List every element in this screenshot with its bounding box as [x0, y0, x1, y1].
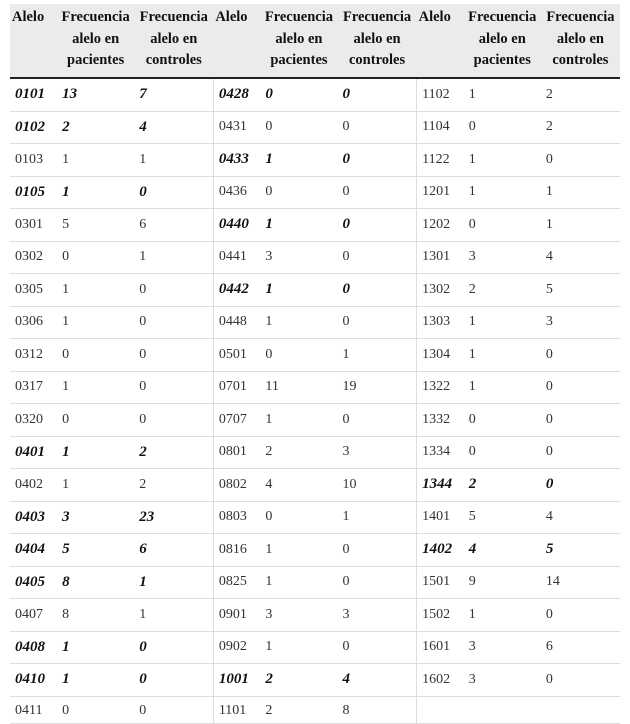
frecuencia-controles-cell: 0: [541, 339, 620, 372]
frecuencia-pacientes-cell: 1: [57, 274, 134, 307]
frecuencia-controles-cell: 0: [134, 696, 213, 723]
frecuencia-controles-cell: 19: [338, 371, 417, 404]
alelo-cell: 0403: [10, 501, 57, 534]
alelo-cell: 1302: [417, 274, 464, 307]
frecuencia-controles-cell: 1: [541, 176, 620, 209]
frecuencia-controles-cell: 6: [134, 534, 213, 567]
frecuencia-controles-cell: 0: [541, 436, 620, 469]
alelo-cell: 0402: [10, 469, 57, 502]
frecuencia-pacientes-cell: 1: [57, 631, 134, 664]
frecuencia-controles-cell: 3: [338, 436, 417, 469]
alelo-cell: 1501: [417, 566, 464, 599]
frecuencia-controles-cell: 10: [338, 469, 417, 502]
frecuencia-pacientes-cell: 0: [57, 404, 134, 437]
frecuencia-pacientes-cell: 11: [260, 371, 337, 404]
alelo-cell: 1322: [417, 371, 464, 404]
table-row: [10, 404, 620, 437]
frecuencia-controles-cell: 4: [134, 111, 213, 144]
alelo-cell: 0440: [213, 209, 260, 242]
alelo-cell: 0431: [213, 111, 260, 144]
allele-frequency-table: [10, 4, 620, 724]
frecuencia-pacientes-cell: 5: [57, 534, 134, 567]
table-row: [10, 469, 620, 502]
frecuencia-controles-cell: 0: [338, 404, 417, 437]
frecuencia-pacientes-cell: 13: [57, 78, 134, 111]
frecuencia-pacientes-cell: 3: [464, 664, 541, 697]
table-header: [10, 4, 620, 78]
alelo-cell: 0436: [213, 176, 260, 209]
frecuencia-pacientes-cell: 1: [260, 566, 337, 599]
frecuencia-pacientes-cell: 1: [57, 469, 134, 502]
frecuencia-pacientes-cell: 3: [260, 241, 337, 274]
alelo-cell: 1001: [213, 664, 260, 697]
frecuencia-controles-cell: 0: [134, 306, 213, 339]
alelo-cell: 0501: [213, 339, 260, 372]
frecuencia-controles-cell: 5: [541, 534, 620, 567]
frecuencia-controles-cell: 0: [541, 664, 620, 697]
frecuencia-pacientes-cell: 3: [464, 241, 541, 274]
frecuencia-controles-cell: 8: [338, 696, 417, 723]
header-frecuencia-controles: Frecuencia alelo en controles: [338, 4, 417, 78]
frecuencia-pacientes-cell: 2: [260, 664, 337, 697]
alelo-cell: 0428: [213, 78, 260, 111]
frecuencia-pacientes-cell: 1: [57, 664, 134, 697]
frecuencia-pacientes-cell: 1: [464, 339, 541, 372]
frecuencia-pacientes-cell: 1: [260, 306, 337, 339]
alelo-cell: 1122: [417, 144, 464, 177]
frecuencia-pacientes-cell: 0: [464, 404, 541, 437]
alelo-cell: 0305: [10, 274, 57, 307]
alelo-cell: 0803: [213, 501, 260, 534]
frecuencia-pacientes-cell: 1: [464, 371, 541, 404]
table-row: [10, 274, 620, 307]
alelo-cell: 1303: [417, 306, 464, 339]
frecuencia-pacientes-cell: 1: [260, 209, 337, 242]
table-row: [10, 599, 620, 632]
frecuencia-pacientes-cell: 5: [57, 209, 134, 242]
header-frecuencia-controles: Frecuencia alelo en controles: [541, 4, 620, 78]
table-body: [10, 78, 620, 723]
alelo-cell: 0825: [213, 566, 260, 599]
table-row: [10, 371, 620, 404]
frecuencia-controles-cell: 0: [541, 144, 620, 177]
frecuencia-controles-cell: 3: [541, 306, 620, 339]
frecuencia-pacientes-cell: 0: [464, 111, 541, 144]
frecuencia-pacientes-cell: 1: [464, 176, 541, 209]
alelo-cell: 1202: [417, 209, 464, 242]
frecuencia-pacientes-cell: 0: [464, 436, 541, 469]
frecuencia-controles-cell: 0: [541, 404, 620, 437]
frecuencia-pacientes-cell: 4: [260, 469, 337, 502]
frecuencia-controles-cell: 1: [134, 599, 213, 632]
alelo-cell: 0410: [10, 664, 57, 697]
frecuencia-pacientes-cell: 1: [464, 306, 541, 339]
frecuencia-controles-cell: 4: [541, 501, 620, 534]
alelo-cell: 1334: [417, 436, 464, 469]
table-row: [10, 241, 620, 274]
alelo-cell: 0701: [213, 371, 260, 404]
frecuencia-controles-cell: 2: [541, 78, 620, 111]
frecuencia-pacientes-cell: 3: [260, 599, 337, 632]
frecuencia-controles-cell: 2: [134, 469, 213, 502]
frecuencia-controles-cell: 0: [338, 306, 417, 339]
alelo-cell: 0101: [10, 78, 57, 111]
alelo-cell: 1601: [417, 631, 464, 664]
frecuencia-controles-cell: 6: [134, 209, 213, 242]
header-frecuencia-controles: Frecuencia alelo en controles: [134, 4, 213, 78]
frecuencia-pacientes-cell: 1: [57, 436, 134, 469]
frecuencia-pacientes-cell: 0: [464, 209, 541, 242]
header-frecuencia-pacientes: Frecuencia alelo en pacientes: [260, 4, 337, 78]
frecuencia-controles-cell: 1: [338, 339, 417, 372]
alelo-cell: [417, 696, 464, 723]
frecuencia-controles-cell: 0: [338, 631, 417, 664]
frecuencia-pacientes-cell: 1: [260, 274, 337, 307]
frecuencia-controles-cell: 4: [541, 241, 620, 274]
frecuencia-controles-cell: 0: [134, 176, 213, 209]
frecuencia-pacientes-cell: 2: [464, 469, 541, 502]
alelo-cell: 0801: [213, 436, 260, 469]
alelo-cell: 0302: [10, 241, 57, 274]
table-row: [10, 176, 620, 209]
frecuencia-controles-cell: 6: [541, 631, 620, 664]
alelo-cell: 0103: [10, 144, 57, 177]
frecuencia-pacientes-cell: 1: [464, 599, 541, 632]
table-row: [10, 78, 620, 111]
frecuencia-controles-cell: 7: [134, 78, 213, 111]
alelo-cell: 1332: [417, 404, 464, 437]
frecuencia-pacientes-cell: 0: [260, 111, 337, 144]
frecuencia-controles-cell: 0: [134, 631, 213, 664]
frecuencia-pacientes-cell: 0: [57, 241, 134, 274]
frecuencia-controles-cell: 0: [134, 274, 213, 307]
frecuencia-controles-cell: 1: [134, 144, 213, 177]
frecuencia-controles-cell: 0: [134, 664, 213, 697]
frecuencia-pacientes-cell: 5: [464, 501, 541, 534]
alelo-cell: 0802: [213, 469, 260, 502]
frecuencia-controles-cell: 1: [541, 209, 620, 242]
alelo-cell: 0317: [10, 371, 57, 404]
alelo-cell: 1344: [417, 469, 464, 502]
frecuencia-controles-cell: 1: [134, 241, 213, 274]
table-row: [10, 534, 620, 567]
header-alelo: Alelo: [417, 4, 464, 78]
frecuencia-pacientes-cell: 8: [57, 566, 134, 599]
frecuencia-controles-cell: [541, 696, 620, 723]
frecuencia-pacientes-cell: 8: [57, 599, 134, 632]
alelo-cell: 1101: [213, 696, 260, 723]
frecuencia-pacientes-cell: 1: [260, 144, 337, 177]
alelo-cell: 1602: [417, 664, 464, 697]
alelo-cell: 0408: [10, 631, 57, 664]
table-row: [10, 144, 620, 177]
table-row: [10, 664, 620, 697]
table-row: [10, 501, 620, 534]
frecuencia-controles-cell: 0: [134, 404, 213, 437]
frecuencia-controles-cell: 0: [338, 176, 417, 209]
alelo-cell: 1104: [417, 111, 464, 144]
frecuencia-pacientes-cell: 4: [464, 534, 541, 567]
frecuencia-controles-cell: 2: [134, 436, 213, 469]
alelo-cell: 0448: [213, 306, 260, 339]
frecuencia-controles-cell: 0: [134, 371, 213, 404]
frecuencia-pacientes-cell: 1: [57, 176, 134, 209]
alelo-cell: 0442: [213, 274, 260, 307]
frecuencia-pacientes-cell: 3: [464, 631, 541, 664]
frecuencia-pacientes-cell: 0: [57, 696, 134, 723]
allele-frequency-table-container: [10, 4, 620, 724]
frecuencia-pacientes-cell: 0: [260, 176, 337, 209]
frecuencia-controles-cell: 0: [338, 566, 417, 599]
alelo-cell: 0301: [10, 209, 57, 242]
table-row: [10, 436, 620, 469]
frecuencia-pacientes-cell: 1: [57, 371, 134, 404]
frecuencia-pacientes-cell: 1: [260, 404, 337, 437]
frecuencia-pacientes-cell: 3: [57, 501, 134, 534]
alelo-cell: 0707: [213, 404, 260, 437]
frecuencia-controles-cell: 0: [338, 274, 417, 307]
alelo-cell: 0441: [213, 241, 260, 274]
frecuencia-controles-cell: 5: [541, 274, 620, 307]
alelo-cell: 0312: [10, 339, 57, 372]
table-row: [10, 209, 620, 242]
alelo-cell: 1102: [417, 78, 464, 111]
alelo-cell: 0902: [213, 631, 260, 664]
frecuencia-pacientes-cell: 2: [57, 111, 134, 144]
frecuencia-pacientes-cell: 1: [57, 306, 134, 339]
alelo-cell: 0411: [10, 696, 57, 723]
header-alelo: Alelo: [213, 4, 260, 78]
frecuencia-pacientes-cell: 1: [464, 144, 541, 177]
frecuencia-controles-cell: 0: [338, 209, 417, 242]
table-row: [10, 306, 620, 339]
table-row: [10, 111, 620, 144]
alelo-cell: 0405: [10, 566, 57, 599]
frecuencia-controles-cell: 2: [541, 111, 620, 144]
header-frecuencia-pacientes: Frecuencia alelo en pacientes: [57, 4, 134, 78]
alelo-cell: 0105: [10, 176, 57, 209]
alelo-cell: 0816: [213, 534, 260, 567]
frecuencia-pacientes-cell: 2: [260, 696, 337, 723]
frecuencia-pacientes-cell: 1: [57, 144, 134, 177]
alelo-cell: 0407: [10, 599, 57, 632]
table-row: [10, 696, 620, 723]
table-row: [10, 339, 620, 372]
frecuencia-controles-cell: 4: [338, 664, 417, 697]
alelo-cell: 0306: [10, 306, 57, 339]
frecuencia-controles-cell: 0: [338, 111, 417, 144]
frecuencia-controles-cell: 0: [338, 78, 417, 111]
alelo-cell: 0901: [213, 599, 260, 632]
frecuencia-pacientes-cell: 0: [260, 501, 337, 534]
alelo-cell: 0320: [10, 404, 57, 437]
frecuencia-controles-cell: 0: [338, 241, 417, 274]
frecuencia-controles-cell: 0: [541, 469, 620, 502]
alelo-cell: 0401: [10, 436, 57, 469]
header-frecuencia-pacientes: Frecuencia alelo en pacientes: [464, 4, 541, 78]
header-row: [10, 4, 620, 78]
frecuencia-controles-cell: 14: [541, 566, 620, 599]
frecuencia-controles-cell: 0: [541, 371, 620, 404]
frecuencia-controles-cell: 3: [338, 599, 417, 632]
frecuencia-controles-cell: 0: [134, 339, 213, 372]
alelo-cell: 1301: [417, 241, 464, 274]
frecuencia-pacientes-cell: 2: [260, 436, 337, 469]
alelo-cell: 1402: [417, 534, 464, 567]
frecuencia-controles-cell: 0: [338, 144, 417, 177]
frecuencia-pacientes-cell: 1: [260, 534, 337, 567]
alelo-cell: 0433: [213, 144, 260, 177]
alelo-cell: 0102: [10, 111, 57, 144]
frecuencia-controles-cell: 0: [541, 599, 620, 632]
alelo-cell: 1201: [417, 176, 464, 209]
alelo-cell: 1502: [417, 599, 464, 632]
frecuencia-controles-cell: 1: [134, 566, 213, 599]
frecuencia-controles-cell: 0: [338, 534, 417, 567]
alelo-cell: 1401: [417, 501, 464, 534]
table-row: [10, 631, 620, 664]
alelo-cell: 1304: [417, 339, 464, 372]
frecuencia-pacientes-cell: 1: [260, 631, 337, 664]
frecuencia-pacientes-cell: 0: [260, 78, 337, 111]
frecuencia-pacientes-cell: 9: [464, 566, 541, 599]
frecuencia-pacientes-cell: 1: [464, 78, 541, 111]
frecuencia-pacientes-cell: 2: [464, 274, 541, 307]
alelo-cell: 0404: [10, 534, 57, 567]
frecuencia-controles-cell: 23: [134, 501, 213, 534]
table-row: [10, 566, 620, 599]
frecuencia-pacientes-cell: [464, 696, 541, 723]
header-alelo: Alelo: [10, 4, 57, 78]
frecuencia-pacientes-cell: 0: [260, 339, 337, 372]
frecuencia-controles-cell: 1: [338, 501, 417, 534]
frecuencia-pacientes-cell: 0: [57, 339, 134, 372]
